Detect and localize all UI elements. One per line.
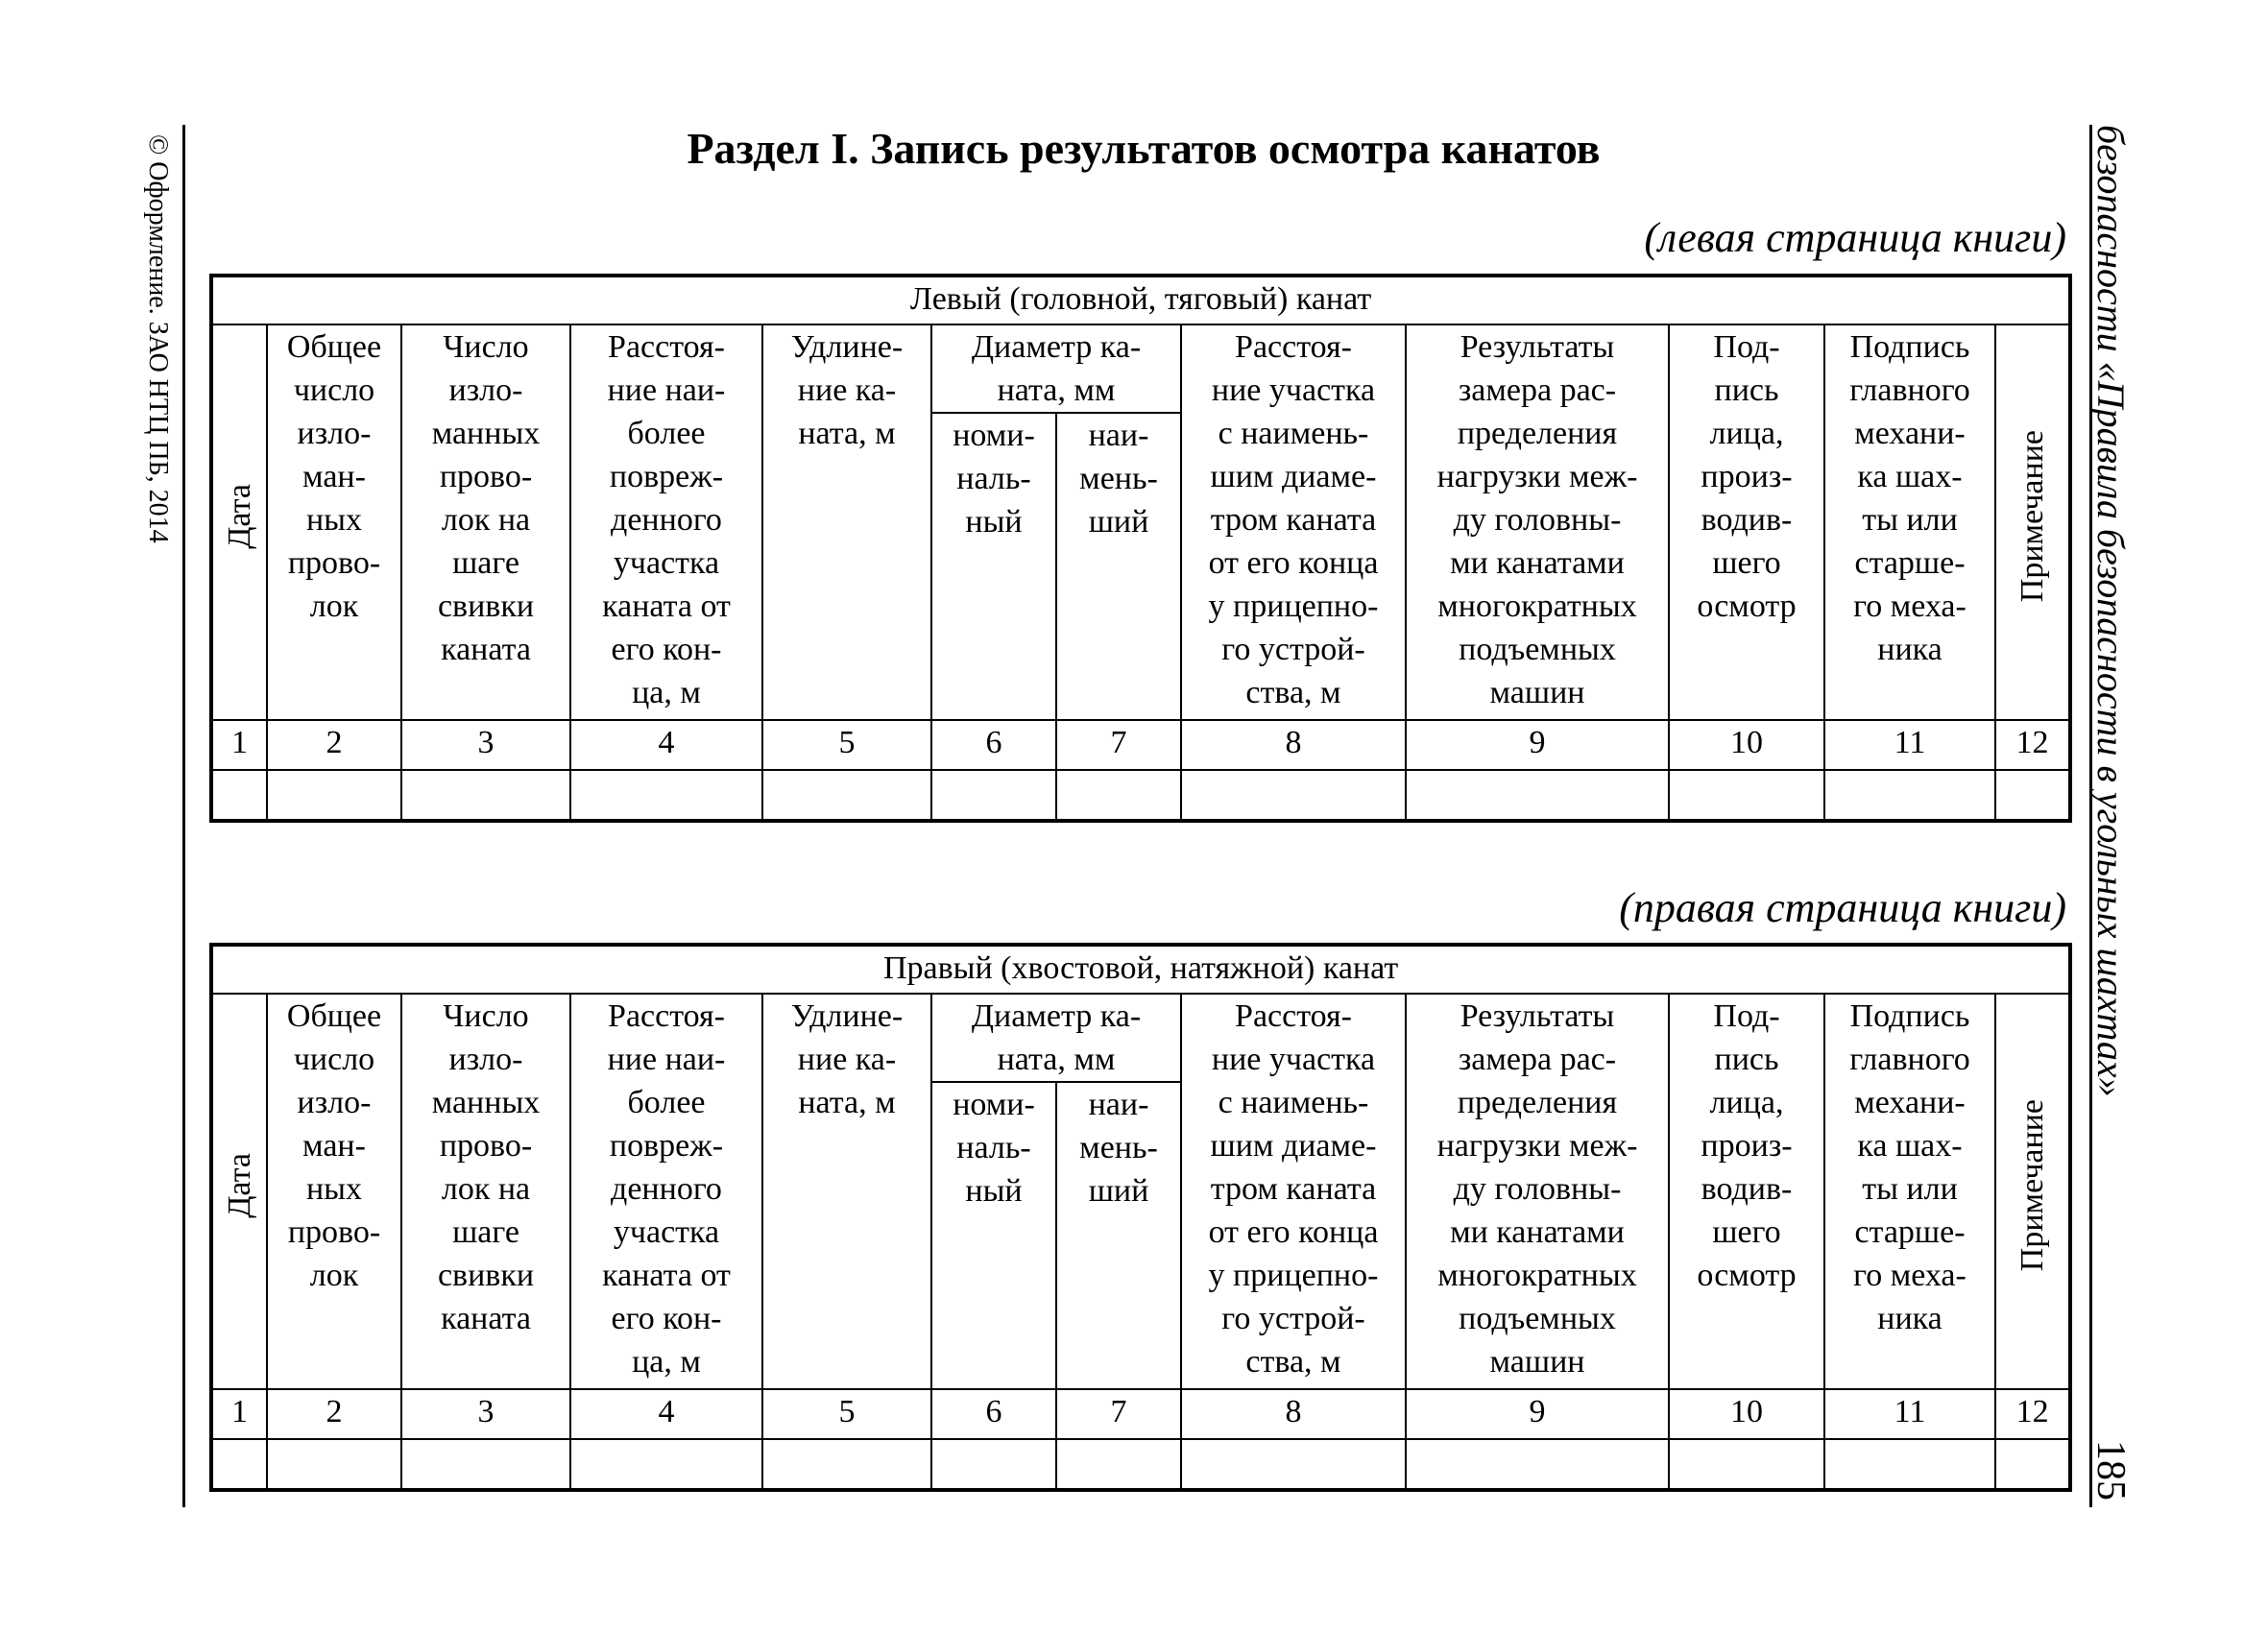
entry-cell[interactable] xyxy=(267,1439,401,1490)
entry-cell[interactable] xyxy=(211,1439,267,1490)
column-number: 1 xyxy=(211,720,267,770)
entry-cell[interactable] xyxy=(211,770,267,821)
col-diameter-smallest: наи- мень- ший xyxy=(1056,413,1181,720)
column-number: 6 xyxy=(931,720,1056,770)
column-number: 10 xyxy=(1669,720,1824,770)
entry-cell[interactable] xyxy=(931,1439,1056,1490)
column-number: 3 xyxy=(401,1389,570,1439)
column-number: 6 xyxy=(931,1389,1056,1439)
left-page-caption: (левая страница книги) xyxy=(1644,214,2066,261)
entry-cell[interactable] xyxy=(1056,1439,1181,1490)
left-rope-table xyxy=(209,274,2072,823)
entry-cell[interactable] xyxy=(1669,770,1824,821)
col-distance-smallest: Расстоя- ние участка с наимень- шим диаме- тром каната от его конца у прицепно- го устрой- ства, м xyxy=(1181,324,1406,720)
col-inspector-signature: Под- пись лица, произ- водив- шего осмотр xyxy=(1669,324,1824,720)
col-distance-damaged: Расстоя- ние наи- более повреж- денного участка каната от его кон- ца, м xyxy=(570,324,762,720)
column-number: 12 xyxy=(1995,1389,2070,1439)
entry-cell[interactable] xyxy=(762,1439,931,1490)
col-diameter-smallest: наи- мень- ший xyxy=(1056,1082,1181,1389)
col-diameter: Диаметр ка- ната, мм xyxy=(931,994,1181,1082)
entry-cell[interactable] xyxy=(1669,1439,1824,1490)
col-load-results: Результаты замера рас- пределения нагрузки меж- ду головны- ми канатами многократных подъемных машин xyxy=(1406,324,1669,720)
entry-cell[interactable] xyxy=(1056,770,1181,821)
column-number: 12 xyxy=(1995,720,2070,770)
col-diameter: Диаметр ка- ната, мм xyxy=(931,324,1181,413)
column-number: 7 xyxy=(1056,720,1181,770)
entry-cell[interactable] xyxy=(1824,1439,1995,1490)
col-inspector-signature: Под- пись лица, произ- водив- шего осмотр xyxy=(1669,994,1824,1389)
col-distance-smallest: Расстоя- ние участка с наимень- шим диаме- тром каната от его конца у прицепно- го устрой- ства, м xyxy=(1181,994,1406,1389)
col-diameter-nominal: номи- наль- ный xyxy=(931,1082,1056,1389)
column-number: 1 xyxy=(211,1389,267,1439)
column-number: 4 xyxy=(570,720,762,770)
copyright-notice: © Оформление. ЗАО НТЦ ПБ, 2014 xyxy=(143,134,173,543)
column-number: 5 xyxy=(762,720,931,770)
col-mechanic-signature: Подпись главного механи- ка шах- ты или старше- го меха- ника xyxy=(1824,324,1995,720)
col-broken-per-lay: Число изло- манных прово- лок на шаге свивки каната xyxy=(401,994,570,1389)
entry-cell[interactable] xyxy=(1995,770,2070,821)
entry-cell[interactable] xyxy=(1181,1439,1406,1490)
column-number: 9 xyxy=(1406,720,1669,770)
column-number: 11 xyxy=(1824,720,1995,770)
rope-name: Правый (хвостовой, натяжной) канат xyxy=(211,945,2070,994)
col-mechanic-signature: Подпись главного механи- ка шах- ты или старше- го меха- ника xyxy=(1824,994,1995,1389)
col-note: Примечание xyxy=(1995,994,2070,1389)
col-total-broken: Общее число изло- ман- ных прово- лок xyxy=(267,324,401,720)
entry-cell[interactable] xyxy=(267,770,401,821)
entry-cell[interactable] xyxy=(1181,770,1406,821)
entry-cell[interactable] xyxy=(401,770,570,821)
right-rope-table xyxy=(209,943,2072,1492)
column-number: 9 xyxy=(1406,1389,1669,1439)
col-total-broken: Общее число изло- ман- ных прово- лок xyxy=(267,994,401,1389)
column-number: 7 xyxy=(1056,1389,1181,1439)
column-number: 5 xyxy=(762,1389,931,1439)
entry-cell[interactable] xyxy=(570,1439,762,1490)
page-number: 185 xyxy=(2088,1440,2133,1501)
entry-cell[interactable] xyxy=(401,1439,570,1490)
column-number: 3 xyxy=(401,720,570,770)
col-elongation: Удлине- ние ка- ната, м xyxy=(762,324,931,720)
column-number: 4 xyxy=(570,1389,762,1439)
col-broken-per-lay: Число изло- манных прово- лок на шаге свивки каната xyxy=(401,324,570,720)
entry-cell[interactable] xyxy=(1995,1439,2070,1490)
col-date: Дата xyxy=(211,994,267,1389)
col-diameter-nominal: номи- наль- ный xyxy=(931,413,1056,720)
running-head: безопасности «Правила безопасности в угольных шахтах» xyxy=(2089,125,2133,1097)
column-number: 11 xyxy=(1824,1389,1995,1439)
column-number: 10 xyxy=(1669,1389,1824,1439)
column-number: 8 xyxy=(1181,720,1406,770)
rope-name: Левый (головной, тяговый) канат xyxy=(211,276,2070,324)
entry-cell[interactable] xyxy=(931,770,1056,821)
right-page-caption: (правая страница книги) xyxy=(1619,884,2066,931)
col-date: Дата xyxy=(211,324,267,720)
column-number: 8 xyxy=(1181,1389,1406,1439)
entry-cell[interactable] xyxy=(1406,770,1669,821)
col-distance-damaged: Расстоя- ние наи- более повреж- денного участка каната от его кон- ца, м xyxy=(570,994,762,1389)
entry-cell[interactable] xyxy=(1824,770,1995,821)
left-margin-rule xyxy=(182,125,185,1507)
section-title: Раздел I. Запись результатов осмотра канатов xyxy=(687,124,1601,173)
entry-cell[interactable] xyxy=(762,770,931,821)
entry-cell[interactable] xyxy=(570,770,762,821)
col-elongation: Удлине- ние ка- ната, м xyxy=(762,994,931,1389)
column-number: 2 xyxy=(267,1389,401,1439)
col-note: Примечание xyxy=(1995,324,2070,720)
column-number: 2 xyxy=(267,720,401,770)
entry-cell[interactable] xyxy=(1406,1439,1669,1490)
col-load-results: Результаты замера рас- пределения нагрузки меж- ду головны- ми канатами многократных подъемных машин xyxy=(1406,994,1669,1389)
